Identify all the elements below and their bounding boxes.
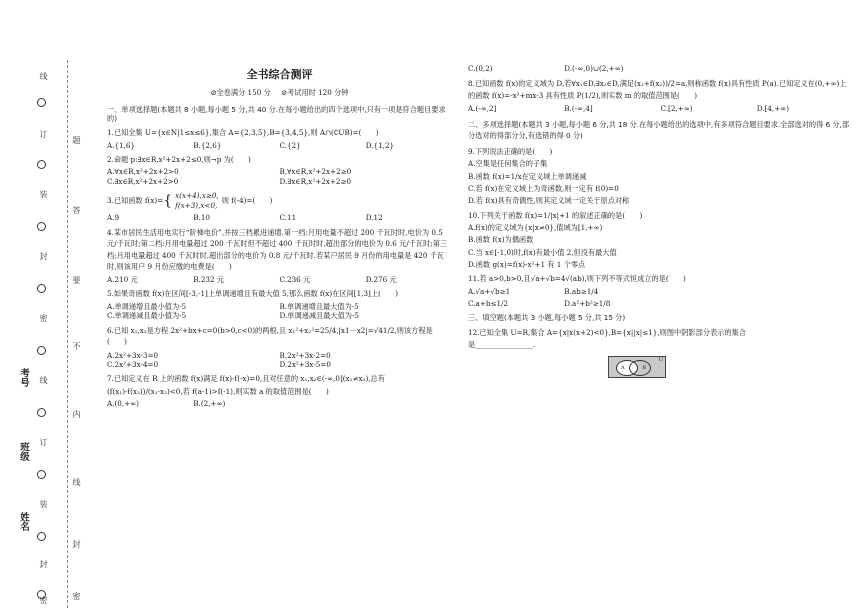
binding-hole-icon: [37, 532, 46, 541]
option: C.∃x∈R,x²+2x+2>0: [107, 176, 179, 186]
option: D.∃x∈R,x²+2x+2≥0: [279, 176, 352, 186]
option: B.∀x∈R,x²+2x+2≥0: [279, 167, 352, 177]
section-heading: 三、填空题(本题共 3 小题,每小题 5 分,共 15 分): [468, 313, 626, 323]
binding-hole-icon: [37, 222, 46, 231]
option: A.f(x)的定义域为{x|x≠0},值域为[1,+∞): [468, 222, 603, 232]
option: D.12: [365, 212, 383, 222]
brace-icon: {: [163, 192, 173, 209]
binding-inner-char: 要: [72, 276, 81, 284]
question-8-options: [468, 104, 853, 113]
option: B.函数 f(x)为偶函数: [468, 235, 534, 245]
right-column: [468, 64, 853, 378]
binding-inner-char: 线: [72, 478, 81, 486]
option: A.210 元: [107, 274, 138, 284]
option: B.(2,+∞): [193, 399, 226, 409]
binding-char: 密: [39, 596, 48, 604]
question-7-options-ab: [107, 399, 452, 408]
question-7-options-cd: [468, 64, 853, 73]
total-score: ⊘全卷满分 150 分: [210, 88, 271, 98]
left-column: [107, 64, 452, 408]
dashed-cut-line: [67, 60, 68, 608]
binding-hole-icon: [37, 470, 46, 479]
binding-char: 订: [39, 438, 48, 446]
question-12: 12.已知全集 U=R,集合 A={x|x(x+2)<0},B={x||x|≤1},则图中阴影部分表示的集合: [468, 327, 746, 337]
option: A.√a+√b≥1: [468, 286, 511, 296]
option: B.2x²+3x-2=0: [279, 350, 331, 360]
section-heading: 二、多项选择题(本题共 3 小题,每小题 6 分,共 18 分.在每小题给出的选项中,有多项符合题目要求.全部选对的得 6 分,部分选对的得部分分,有选错的得 0 分): [468, 119, 850, 141]
venn-diagram: [608, 356, 666, 378]
option: B.{2,6}: [193, 140, 222, 150]
option: D.a²+b²≥1/8: [564, 299, 611, 309]
question-3-options: [107, 213, 452, 222]
question-2-options: [107, 167, 452, 186]
case-1: x(x+4),x≥0,: [175, 191, 219, 201]
question-5-options: [107, 302, 452, 321]
option: C.[2,+∞): [660, 104, 693, 114]
question-4-options: [107, 275, 452, 284]
option: B.10: [193, 212, 210, 222]
binding-inner-char: 内: [72, 410, 81, 418]
option: D.[4,+∞): [756, 104, 790, 114]
venn-u-label: U: [658, 356, 663, 363]
option: B.(-∞,4]: [564, 104, 593, 114]
binding-hole-icon: [37, 98, 46, 107]
option: C.236 元: [279, 274, 311, 284]
name-label: 姓名: [18, 512, 29, 531]
option: A.2x²+3x-3=0: [107, 350, 159, 360]
question-7-continued: (f(x₁)-f(x₂))/(x₁-x₂)<0,若 f(a-1)>f(-1),则实数 a 的取值范围是( ): [107, 386, 329, 396]
exam-meta: [107, 88, 452, 97]
binding-char: 线: [39, 376, 48, 384]
question-11: 11.若 a>0,b>0,且√a+√b=4√(ab),则下列不等式恒成立的是( ): [468, 274, 686, 284]
binding-hole-icon: [37, 284, 46, 293]
option: C.若 f(x)在定义域上为奇函数,则一定有 f(0)=0: [468, 183, 619, 193]
binding-char: 线: [39, 72, 48, 80]
section-heading: 一、单项选择题(本题共 8 小题,每小题 5 分,共 40 分.在每小题给出的四个选项中,只有一项是符合题目要求的): [107, 104, 446, 124]
option: B.函数 f(x)=1/x在定义域上单调递减: [468, 171, 587, 181]
option: D.函数 g(x)=f(x)-x²+1 有 1 个零点: [468, 260, 586, 270]
question-11-options-ab: [468, 287, 853, 296]
question-3: [107, 191, 452, 210]
binding-hole-icon: [37, 408, 46, 417]
option: A.(0,+∞): [107, 399, 139, 409]
binding-inner-char: 密: [72, 592, 81, 600]
question-7: 7.已知定义在 R 上的函数 f(x)满足 f(x)-f(-x)=0,且对任意的 x₁,x₂∈(-∞,0](x₁≠x₂),总有: [107, 374, 385, 384]
option: B.单调递增且最大值为-5: [279, 301, 359, 311]
option: A.9: [107, 212, 120, 222]
question-3-lead: 3.已知函数 f(x)=: [107, 195, 164, 205]
question-9: 9.下列说法正确的是( ): [468, 146, 553, 156]
option: A.∀x∈R,x²+2x+2>0: [107, 167, 179, 177]
binding-inner-char: 封: [72, 540, 81, 548]
option: B.232 元: [193, 274, 225, 284]
question-5: 5.如果奇函数 f(x)在区间[-3,-1]上单调递增且有最大值 5,那么函数 f(x)在区间[1,3]上( ): [107, 289, 399, 299]
option: C.11: [279, 212, 297, 222]
question-6: 6.已知 x₁,x₂是方程 2x²+bx+c=0(b>0,c<0)的两根,且 x₁²+x₂²=25/4,|x1－x2|=√41/2,则该方程是( ): [107, 326, 433, 347]
binding-margin: [0, 0, 95, 608]
binding-inner-char: 不: [72, 342, 81, 350]
binding-inner-char: 题: [72, 136, 81, 144]
piecewise-cases: [175, 191, 219, 210]
option: D.若 f(x)具有奇偶性,则其定义域一定关于原点对称: [468, 196, 630, 206]
exam-number-label: 考号: [18, 368, 29, 387]
class-label: 班级: [18, 442, 29, 461]
option: A.{1,6}: [107, 140, 136, 150]
binding-char: 装: [39, 500, 48, 508]
binding-hole-icon: [37, 160, 46, 169]
binding-char: 密: [39, 314, 48, 322]
answer-blank: 是________________.: [468, 340, 535, 350]
venn-b-label: B: [642, 364, 646, 371]
option: C.2x²+3x-4=0: [107, 359, 159, 369]
question-1: 1.已知全集 U={x∈N|1≤x≤6},集合 A={2,3,5},B={3,4,5},则 A∩(∁UB)=( ): [107, 128, 379, 138]
page-title: 全书综合测评: [246, 68, 313, 81]
option: A.(-∞,2]: [468, 104, 497, 114]
option: D.(-∞,0)∪(2,+∞): [564, 64, 624, 73]
option: C.a+b≤1/2: [468, 299, 509, 309]
question-2: 2.命题 p:∃x∈R,x²+2x+2≤0,则¬p 为( ): [107, 155, 251, 165]
binding-hole-icon: [37, 346, 46, 355]
binding-char: 装: [39, 190, 48, 198]
venn-a-label: A: [621, 364, 625, 371]
option: D.276 元: [365, 274, 397, 284]
binding-char: 封: [39, 252, 48, 260]
question-11-options-cd: [468, 299, 853, 308]
case-2: f(x+3),x<0,: [175, 200, 218, 210]
option: C.单调递减且最小值为-5: [107, 310, 187, 320]
option: C.{2}: [279, 140, 301, 150]
question-4: 4.某市居民生活用电实行“阶梯电价”,并按三档累进递增.第一档:月用电量不超过 200 千瓦时时,电价为 0.5 元/千瓦时;第二档:月用电量超过 200 千瓦时但不超过 400 千瓦时时,超出部分的电价为 0.6 元/千瓦时;第三档:月用电量超过 400 千瓦时时,超出部分的电价为 0.8 元/千瓦时.若某户居民 9 月份的用电量是 420 千瓦时,则该用户 9 月份应缴的电费是( ): [107, 228, 448, 271]
option: C.当 x∈[-1,0)时,f(x)有最小值 2,但没有最大值: [468, 247, 617, 257]
binding-char: 订: [39, 130, 48, 138]
venn-set-b: [629, 360, 651, 376]
option: D.单调递减且最大值为-5: [279, 310, 359, 320]
option: A.空集是任何集合的子集: [468, 159, 548, 169]
option: C.(0,2): [468, 64, 493, 73]
question-1-options: [107, 141, 452, 150]
binding-char: 封: [39, 560, 48, 568]
option: B.ab≥1/4: [564, 286, 599, 296]
exam-time: ⊘考试用时 120 分钟: [281, 88, 349, 98]
question-8: 8.已知函数 f(x)的定义域为 D,若∀x₁∈D,∃x₂∈D,满足(x₁+f(x₂))/2=a,则称函数 f(x)具有性质 P(a).已知定义在(0,+∞)上的函数 f(x)=-x²+mx-3 具有性质 P(1/2),则实数 m 的取值范围是( ): [468, 79, 847, 100]
binding-inner-char: 答: [72, 206, 81, 214]
option: D.2x²+3x-5=0: [279, 359, 331, 369]
question-6-options: [107, 351, 452, 370]
option: A.单调递增且最小值为-5: [107, 301, 187, 311]
question-3-tail: 则 f(-4)=( ): [221, 195, 273, 205]
option: D.{1,2}: [365, 140, 395, 150]
question-10: 10.下列关于函数 f(x)=1/|x|+1 的叙述正确的是( ): [468, 210, 643, 220]
